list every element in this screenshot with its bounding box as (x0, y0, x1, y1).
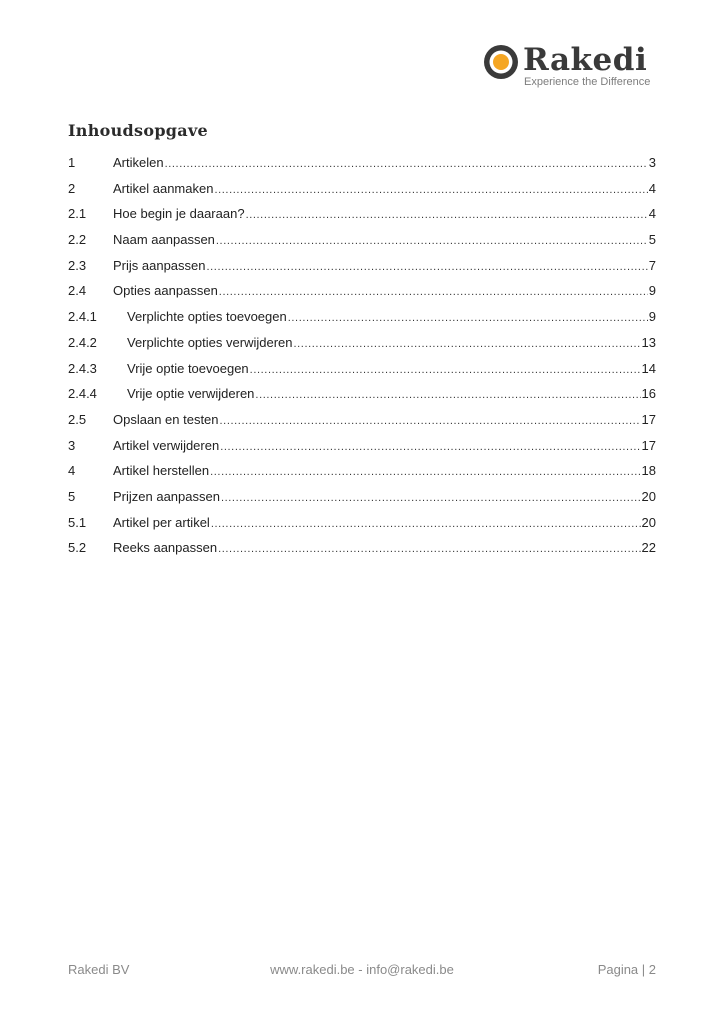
toc-dot-leader (214, 184, 647, 196)
toc-entry-title[interactable]: Opslaan en testen (113, 411, 219, 427)
toc-dot-leader (219, 286, 648, 298)
toc-entry-page[interactable]: 17 (641, 411, 656, 427)
toc-dot-leader (293, 338, 640, 350)
toc-entry-page[interactable]: 16 (641, 386, 656, 402)
toc-entry[interactable] (68, 515, 656, 541)
toc-dot-leader (250, 364, 641, 376)
toc-entry-page[interactable]: 20 (641, 488, 656, 504)
toc-entry-page[interactable]: 22 (641, 540, 656, 556)
toc-dot-leader (210, 466, 640, 478)
toc-entry-number: 2.4.3 (68, 360, 97, 376)
toc-entry-number: 3 (68, 437, 76, 453)
footer-page-number: Pagina | 2 (597, 962, 656, 977)
rakedi-logo (483, 42, 658, 90)
toc-entry-title[interactable]: Reeks aanpassen (113, 540, 218, 556)
toc-entry[interactable] (68, 386, 656, 412)
toc-entry-title[interactable]: Artikel herstellen (113, 463, 210, 479)
toc-entry-title[interactable]: Artikel verwijderen (113, 437, 220, 453)
toc-entry-title[interactable]: Verplichte opties verwijderen (127, 334, 293, 350)
page-footer (68, 962, 656, 982)
toc-entry-page[interactable]: 13 (641, 334, 656, 350)
toc-entry[interactable] (68, 309, 656, 335)
toc-entry[interactable] (68, 155, 656, 181)
footer-company: Rakedi BV (68, 962, 130, 977)
toc-entry-page[interactable]: 4 (648, 206, 656, 222)
toc-entry-number: 1 (68, 155, 76, 170)
toc-entry-number: 2.4.4 (68, 386, 97, 402)
toc-entry-title[interactable]: Opties aanpassen (113, 283, 218, 299)
toc-entry[interactable] (68, 438, 656, 464)
toc-entry[interactable] (68, 258, 656, 284)
toc-entry-number: 5 (68, 488, 76, 504)
toc-dot-leader (220, 415, 641, 427)
toc-entry[interactable] (68, 489, 656, 515)
toc-entry-number: 2.4.1 (68, 309, 97, 325)
toc-entry-title[interactable]: Prijs aanpassen (113, 257, 206, 273)
table-of-contents (68, 155, 656, 566)
toc-entry-page[interactable]: 9 (648, 283, 656, 299)
toc-entry-title[interactable]: Prijzen aanpassen (113, 488, 220, 504)
toc-entry-title[interactable]: Vrije optie toevoegen (127, 360, 249, 376)
brand-name: Rakedi (523, 42, 648, 78)
toc-dot-leader (221, 492, 641, 504)
toc-entry[interactable] (68, 463, 656, 489)
brand-tagline: Experience the Difference (524, 76, 651, 88)
rakedi-circle-logo-icon (483, 44, 519, 80)
toc-dot-leader (288, 312, 648, 324)
toc-entry-title[interactable]: Vrije optie verwijderen (127, 386, 255, 402)
toc-title: Inhoudsopgave (68, 121, 209, 140)
toc-entry-number: 2.4.2 (68, 334, 97, 350)
toc-entry-number: 2.1 (68, 206, 87, 222)
toc-entry-number: 2.2 (68, 232, 87, 248)
toc-entry[interactable] (68, 335, 656, 361)
toc-entry-title[interactable]: Artikelen (113, 155, 164, 170)
toc-entry-page[interactable]: 17 (641, 437, 656, 453)
toc-entry-title[interactable]: Artikel aanmaken (113, 180, 214, 196)
toc-entry-page[interactable]: 9 (648, 309, 656, 325)
toc-entry-page[interactable]: 7 (648, 257, 656, 273)
toc-entry-number: 2.4 (68, 283, 87, 299)
toc-entry[interactable] (68, 361, 656, 387)
toc-entry-title[interactable]: Artikel per artikel (113, 514, 210, 530)
toc-dot-leader (216, 235, 648, 247)
toc-entry-number: 2 (68, 180, 76, 196)
toc-entry-number: 2.5 (68, 411, 87, 427)
toc-entry-page[interactable]: 3 (648, 155, 656, 170)
toc-entry[interactable] (68, 412, 656, 438)
toc-entry[interactable] (68, 540, 656, 566)
toc-entry-number: 5.1 (68, 514, 87, 530)
toc-entry-page[interactable]: 20 (641, 514, 656, 530)
toc-dot-leader (246, 209, 648, 221)
toc-entry[interactable] (68, 206, 656, 232)
toc-entry[interactable] (68, 283, 656, 309)
toc-entry-page[interactable]: 18 (641, 463, 656, 479)
toc-entry[interactable] (68, 181, 656, 207)
toc-entry-number: 2.3 (68, 257, 87, 273)
toc-entry-title[interactable]: Hoe begin je daaraan? (113, 206, 245, 222)
toc-entry-page[interactable]: 4 (648, 180, 656, 196)
toc-dot-leader (211, 518, 641, 530)
toc-dot-leader (165, 158, 648, 170)
toc-entry-page[interactable]: 5 (648, 232, 656, 248)
toc-entry-page[interactable]: 14 (641, 360, 656, 376)
toc-entry-title[interactable]: Naam aanpassen (113, 232, 215, 248)
toc-dot-leader (255, 389, 640, 401)
toc-entry-number: 4 (68, 463, 76, 479)
toc-dot-leader (218, 543, 640, 555)
toc-entry-title[interactable]: Verplichte opties toevoegen (127, 309, 287, 325)
footer-contact: www.rakedi.be - info@rakedi.be (270, 962, 454, 977)
toc-entry-number: 5.2 (68, 540, 87, 556)
toc-dot-leader (220, 441, 640, 453)
toc-dot-leader (207, 261, 648, 273)
toc-entry[interactable] (68, 232, 656, 258)
